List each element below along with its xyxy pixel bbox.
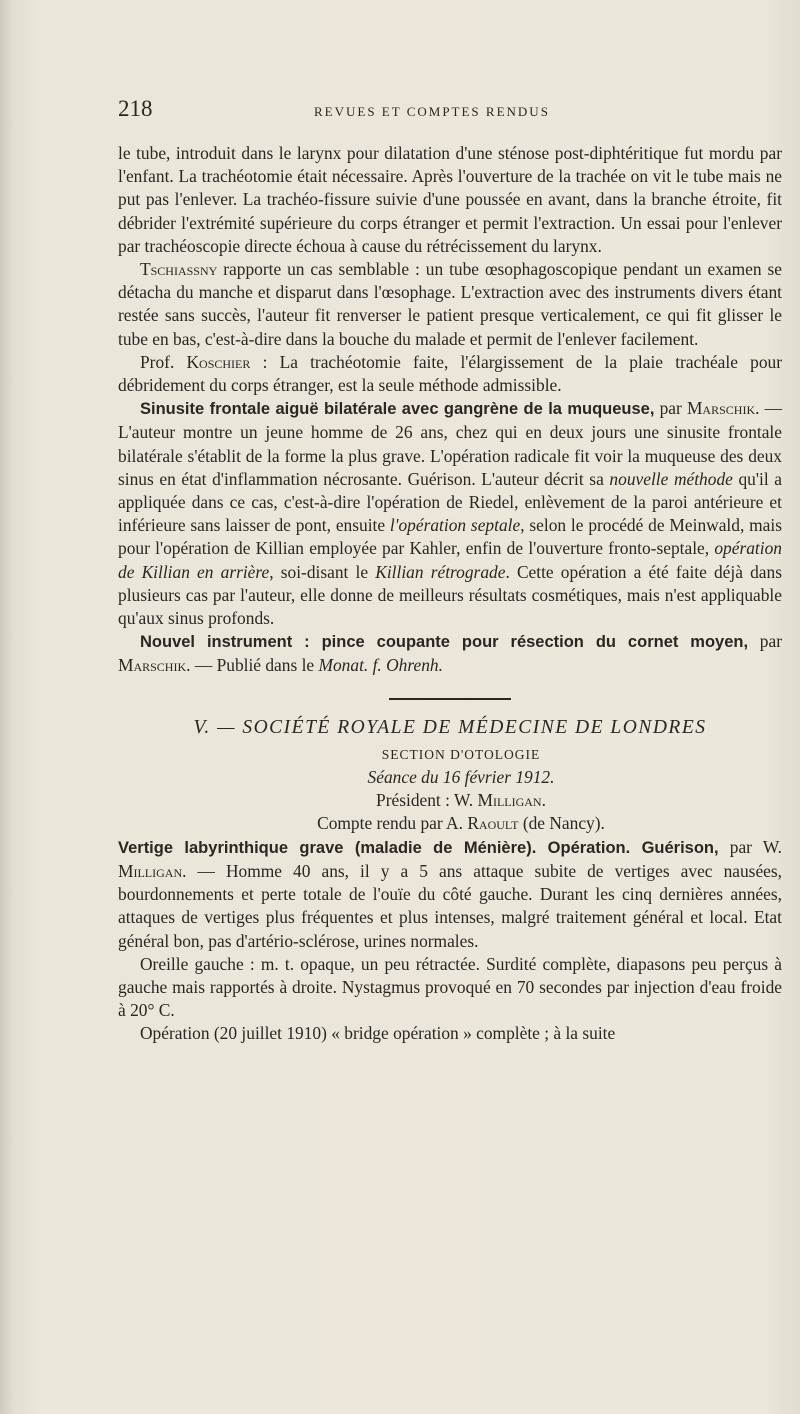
- paragraph-tschiassny: Tschiassny rapporte un cas semblable : un tube œsophagoscopique pendant un examen se détacha du manche et disparut dans l'œsophage. L'extraction avec des instruments divers étant restée sans succès, l'auteur fit renverser le patient presque verticalement, ce qui fit glisser le tube en bas, c'est-à-dire dans la bouche du malade et permit de l'enlever facilement.: [118, 259, 782, 349]
- article-title: Sinusite frontale aiguë bilatérale avec gangrène de la muqueuse,: [140, 400, 655, 419]
- president-line: Président : W. Milligan.: [376, 790, 546, 811]
- author-name: Milligan: [118, 860, 183, 881]
- section-divider: [389, 698, 511, 700]
- page-number: 218: [118, 96, 153, 121]
- paragraph-oreille: Oreille gauche : m. t. opaque, un peu rétractée. Surdité complète, diapasons peu perçus à gauche mais rapportés à droite. Nystagmus provoqué en 70 secondes par injection d'eau froide à 20° C.: [118, 953, 782, 1021]
- paragraph-koschier: Prof. Koschier : La trachéotomie faite, l'élargissement de la plaie trachéale pour débridement du corps étranger, est la seule méthode admissible.: [118, 351, 782, 396]
- article-title: Vertige labyrinthique grave (maladie de Ménière). Opération. Guérison,: [118, 838, 719, 857]
- seance-date: Séance du 16 février 1912.: [367, 767, 555, 788]
- paragraph-operation: Opération (20 juillet 1910) « bridge opération » complète ; à la suite: [140, 1023, 616, 1044]
- paragraph-instrument: Nouvel instrument : pince coupante pour résection du cornet moyen, par Marschik. — Publié dans le Monat. f. Ohrenh.: [118, 631, 782, 676]
- author-name: Tschiassny: [140, 259, 218, 280]
- body-text: [118, 142, 782, 1046]
- section-title: V. — SOCIÉTÉ ROYALE DE MÉDECINE DE LONDRES: [193, 716, 707, 738]
- report-line: Compte rendu par A. Raoult (de Nancy).: [317, 813, 605, 834]
- author-name: Koschier: [186, 351, 251, 372]
- running-head: REVUES ET COMPTES RENDUS: [314, 104, 550, 119]
- article-title: Nouvel instrument : pince coupante pour résection du cornet moyen,: [140, 633, 749, 652]
- section-subtitle: SECTION D'OTOLOGIE: [381, 746, 541, 762]
- paragraph-vertige: Vertige labyrinthique grave (maladie de Ménière). Opération. Guérison, par W. Milligan. — Homme 40 ans, il y a 5 ans attaque subite de vertiges avec nausées, bourdonnements et perte totale de l'ouïe du côté gauche. Durant les cinq dernières années, attaques de vertiges plus fréquentes et plus intenses, malgré traitement général et local. Etat général bon, pas d'artério-sclérose, urines normales.: [118, 836, 782, 951]
- author-name: Marschik: [686, 398, 756, 419]
- paragraph-continuation: le tube, introduit dans le larynx pour dilatation d'une sténose post-diphtéritique fut mordu par l'enfant. La trachéotomie était nécessaire. Après l'ouverture de la trachée on vit le tube mais ne put pas l'enlever. La trachéo-fissure suivie d'une poussée en avant, dans la branche étroite, fit débrider l'extrémité supérieure du corps étranger et permit l'extraction. Un essai pour l'enlever par trachéoscopie directe échoua à cause du rétrécissement du larynx.: [118, 143, 782, 256]
- paragraph-sinusite: Sinusite frontale aiguë bilatérale avec gangrène de la muqueuse, par Marschik. — L'auteur montre un jeune homme de 26 ans, chez qui en deux jours une sinusite frontale bilatérale s'établit de la forme la plus grave. L'opération radicale fit voir la muqueuse des deux sinus en état d'inflammation nécrosante. Guérison. L'auteur décrit sa nouvelle méthode qu'il a appliquée dans ce cas, c'est-à-dire l'opération de Riedel, enlèvement de la paroi antérieure et inférieure sans laisser de pont, ensuite l'opération septale, selon le procédé de Meinwald, mais pour l'opération de Killian employée par Kahler, enfin de l'ouverture fronto-septale, opération de Killian en arrière, soi-disant le Killian rétrograde. Cette opération a été faite déjà dans plusieurs cas par l'auteur, elle donne de meilleurs résultats cosmétiques, mais n'est appliquable qu'aux sinus profonds.: [118, 398, 783, 629]
- author-name: Marschik: [118, 655, 187, 676]
- page-header: [118, 96, 782, 126]
